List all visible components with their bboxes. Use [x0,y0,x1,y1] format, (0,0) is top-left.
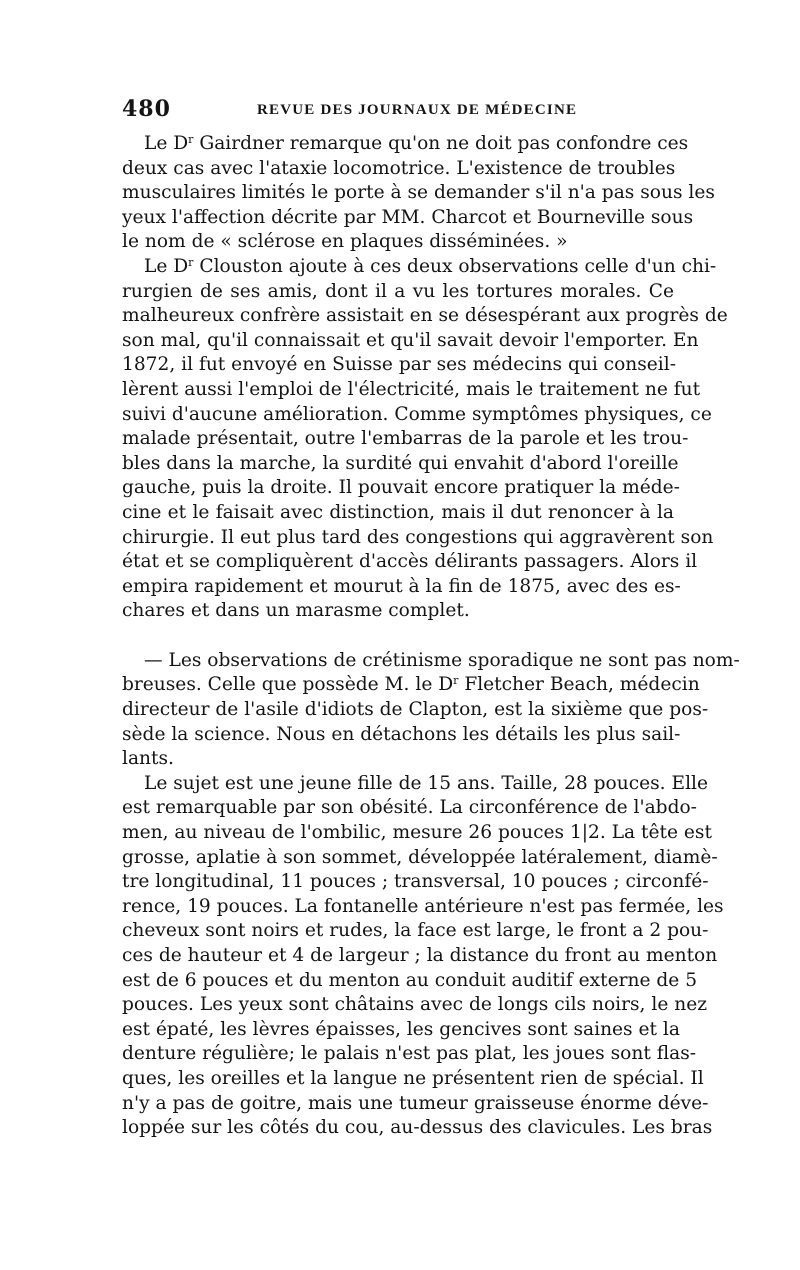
text-line: suivi d'aucune amélioration. Comme symptômes physiques, ce [122,403,712,425]
text-line: — Les observations de crétinisme sporadique ne sont pas nom- [144,649,740,671]
text-line: est de 6 pouces et du menton au conduit auditif externe de 5 [122,969,698,991]
text-line: n'y a pas de goitre, mais une tumeur graisseuse énorme déve- [122,1092,709,1114]
text-line: bles dans la marche, la surdité qui envahit d'abord l'oreille [122,452,679,474]
text-line: Le sujet est une jeune fille de 15 ans. Taille, 28 pouces. Elle [144,772,708,794]
text-line: musculaires limités le porte à se demander s'il n'a pas sous les [122,182,715,204]
section-gap [122,624,674,649]
text-line: lèrent aussi l'emploi de l'électricité, mais le traitement ne fut [122,378,701,400]
text-line: tre longitudinal, 11 pouces ; transversal, 10 pouces ; circonfé- [122,871,709,893]
article-body [122,132,740,1141]
text-line: sède la science. Nous en détachons les détails les plus sail- [122,723,681,745]
text-line: men, au niveau de l'ombilic, mesure 26 pouces 1|2. La tête est [122,822,712,844]
text-line: directeur de l'asile d'idiots de Clapton, est la sixième que pos- [122,699,709,721]
text-line: cine et le faisait avec distinction, mais il dut renoncer à la [122,501,674,523]
text-line: pouces. Les yeux sont châtains avec de longs cils noirs, le nez [122,994,708,1016]
text-line: denture régulière; le palais n'est pas plat, les joues sont flas- [122,1043,697,1065]
text-line: gauche, puis la droite. Il pouvait encore pratiquer la méde- [122,477,680,499]
text-line: chares et dans un marasme complet. [122,600,470,622]
text-line: Le $D^r$ Clouston ajoute à ces deux observations celle d'un chi- [144,255,717,277]
text-line: cheveux sont noirs et rudes, la face est large, le front a 2 pou- [122,920,709,942]
text-line: grosse, aplatie à son sommet, développée latéralement, diamè- [122,846,718,868]
text-line: ces de hauteur et 4 de largeur ; la distance du front au menton [122,945,718,966]
text-line: le nom de « sclérose en plaques disséminées. » [122,231,568,253]
text-line: empira rapidement et mourut à la fin de 1875, avec des es- [122,575,681,597]
text-line: est remarquable par son obésité. La circonférence de l'abdo- [122,797,697,819]
text-line: chirurgie. Il eut plus tard des congestions qui aggravèrent son [122,526,714,548]
text-line: Le $D^r$ Gairdner remarque qu'on ne doit pas confondre ces [144,133,689,154]
text-line: 1872, il fut envoyé en Suisse par ses médecins qui conseil- [122,354,676,376]
text-line: malheureux confrère assistait en se désespérant aux progrès de [122,305,728,327]
text-line: son mal, qu'il connaissait et qu'il savait devoir l'emporter. En [122,329,699,351]
text-line: loppée sur les côtés du cou, au-dessus des clavicules. Les bras [122,1117,713,1139]
text-line: yeux l'affection décrite par MM. Charcot et Bourneville sous [122,206,694,228]
paragraph [122,649,740,772]
text-line: deux cas avec l'ataxie locomotrice. L'existence de troubles [122,157,676,179]
text-line: état et se compliquèrent d'accès délirants passagers. Alors il [122,551,698,573]
running-title: REVUE DES JOURNAUX DE MÉDECINE [257,102,578,118]
text-line: malade présentait, outre l'embarras de la parole et les trou- [122,428,689,450]
page-header [122,96,674,126]
text-line: lants. [122,748,174,770]
text-line: rurgien de ses amis, dont il a vu les tortures morales. Ce [122,280,674,302]
text-line: ques, les oreilles et la langue ne présentent rien de spécial. Il [122,1067,704,1089]
text-line: rence, 19 pouces. La fontanelle antérieure n'est pas fermée, les [122,895,724,917]
page-number: 480 [122,96,171,122]
paragraph [122,255,728,624]
text-line: est épaté, les lèvres épaisses, les gencives sont saines et la [122,1018,680,1040]
paragraph [122,132,715,255]
text-line: breuses. Celle que possède M. le $D^r$ Fletcher Beach, médecin [122,674,700,696]
paragraph [122,772,724,1141]
